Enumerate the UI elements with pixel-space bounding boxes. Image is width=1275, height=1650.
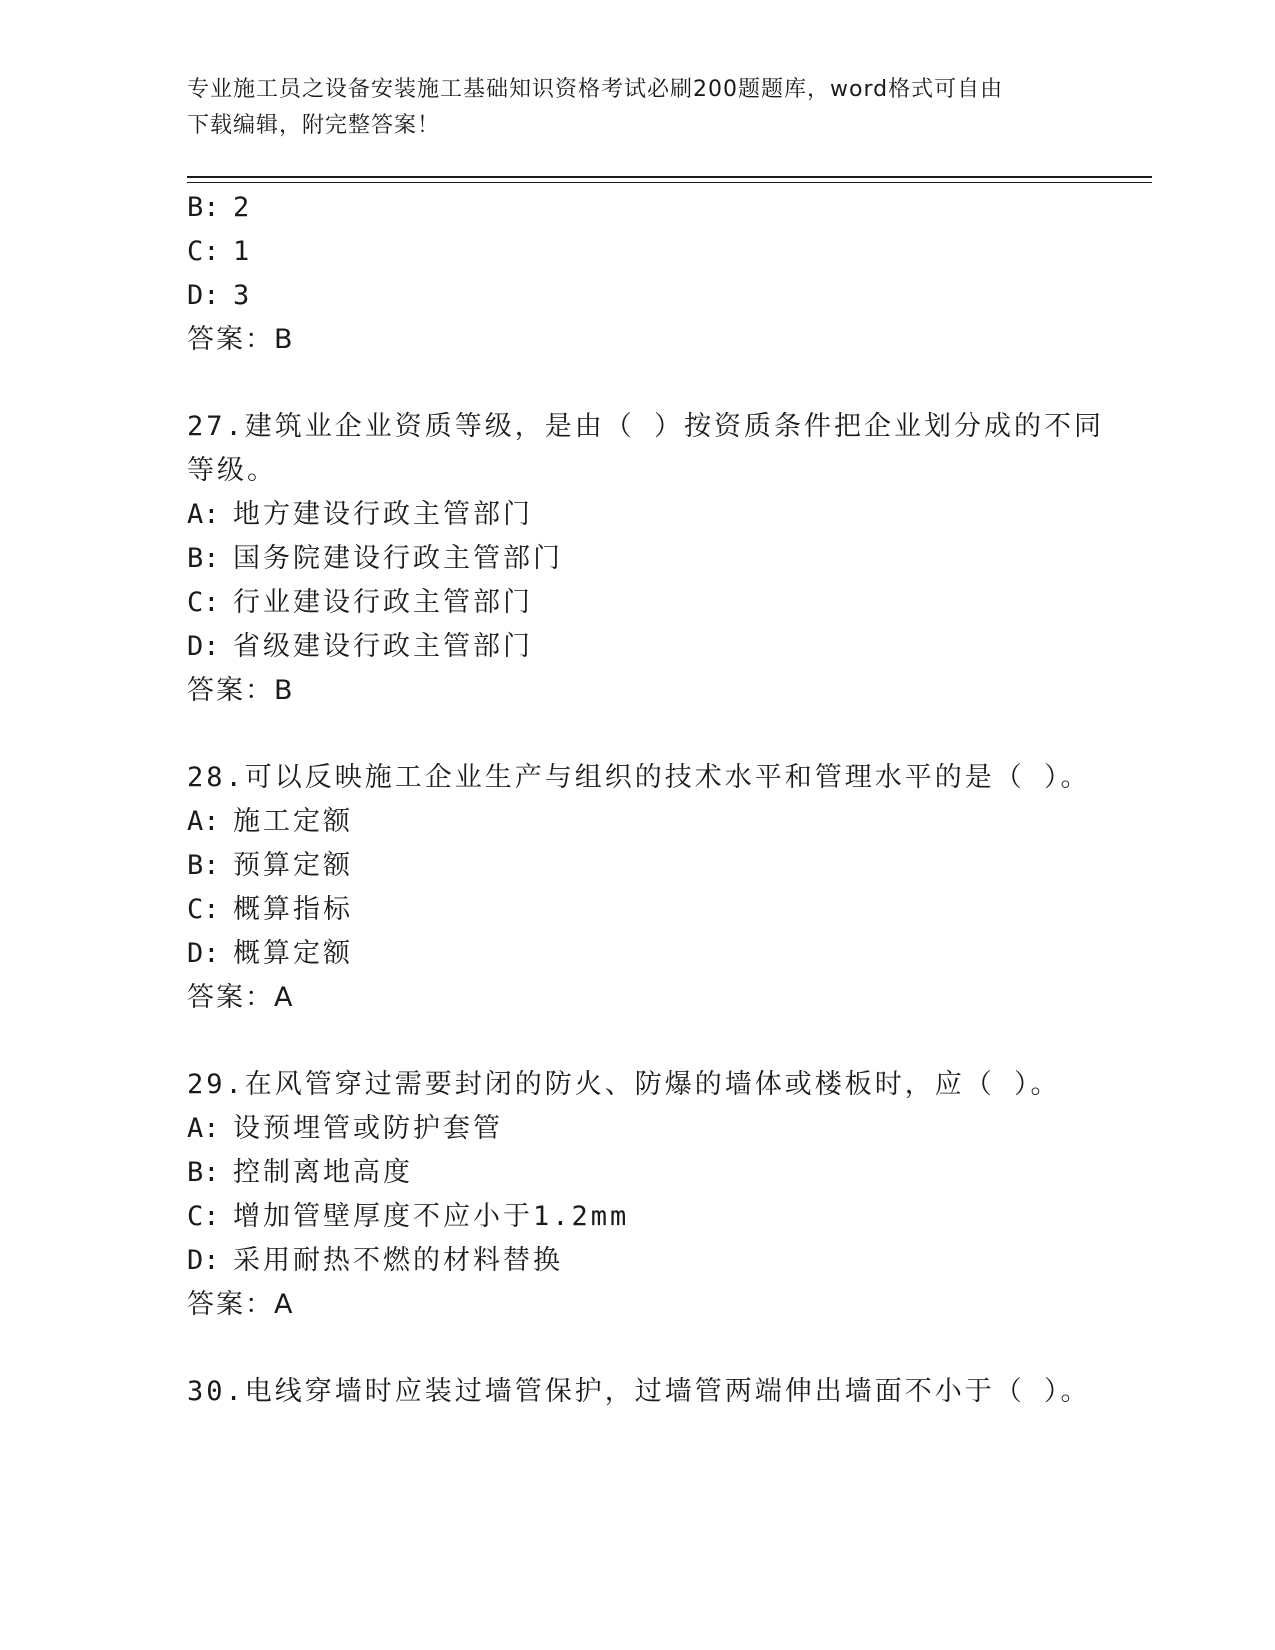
- q27-answer: 答案：B: [187, 675, 295, 706]
- q29-answer: 答案：A: [187, 1289, 295, 1320]
- q28-stem-line-1: 28.可以反映施工企业生产与组织的技术水平和管理水平的是（ ）。: [187, 762, 1091, 793]
- q26-answer: 答案：B: [187, 324, 295, 355]
- q26-option-b: B: 2: [187, 192, 253, 223]
- q26-option-d: D: 3: [187, 280, 253, 311]
- q30-stem-line-1: 30.电线穿墙时应装过墙管保护，过墙管两端伸出墙面不小于（ ）。: [187, 1376, 1091, 1407]
- q28-option-b: B: 预算定额: [187, 850, 353, 881]
- q27-option-a: A: 地方建设行政主管部门: [187, 499, 533, 530]
- q29-option-a: A: 设预埋管或防护套管: [187, 1113, 503, 1144]
- q28-option-c: C: 概算指标: [187, 894, 353, 925]
- header-divider-thick: [187, 176, 1152, 178]
- q26-option-c: C: 1: [187, 236, 253, 267]
- document-header: [187, 72, 1067, 144]
- q29-stem-line-1: 29.在风管穿过需要封闭的防火、防爆的墙体或楼板时，应（ ）。: [187, 1069, 1061, 1100]
- header-divider-thin: [187, 182, 1152, 183]
- q28-option-a: A: 施工定额: [187, 806, 353, 837]
- q27-option-b: B: 国务院建设行政主管部门: [187, 543, 563, 574]
- q29-option-d: D: 采用耐热不燃的材料替换: [187, 1245, 563, 1276]
- q27-stem-line-1: 27.建筑业企业资质等级，是由（ ）按资质条件把企业划分成的不同: [187, 411, 1105, 442]
- q28-option-d: D: 概算定额: [187, 938, 353, 969]
- q29-option-c: C: 增加管壁厚度不应小于1.2mm: [187, 1201, 630, 1232]
- q29-option-b: B: 控制离地高度: [187, 1157, 413, 1188]
- q27-option-c: C: 行业建设行政主管部门: [187, 587, 533, 618]
- header-line-2: 下载编辑，附完整答案！: [187, 113, 441, 138]
- q27-option-d: D: 省级建设行政主管部门: [187, 631, 533, 662]
- q28-answer: 答案：A: [187, 982, 295, 1013]
- header-line-1: 专业施工员之设备安装施工基础知识资格考试必刷200题题库，word格式可自由: [187, 77, 1004, 102]
- q27-stem-line-2: 等级。: [187, 455, 277, 486]
